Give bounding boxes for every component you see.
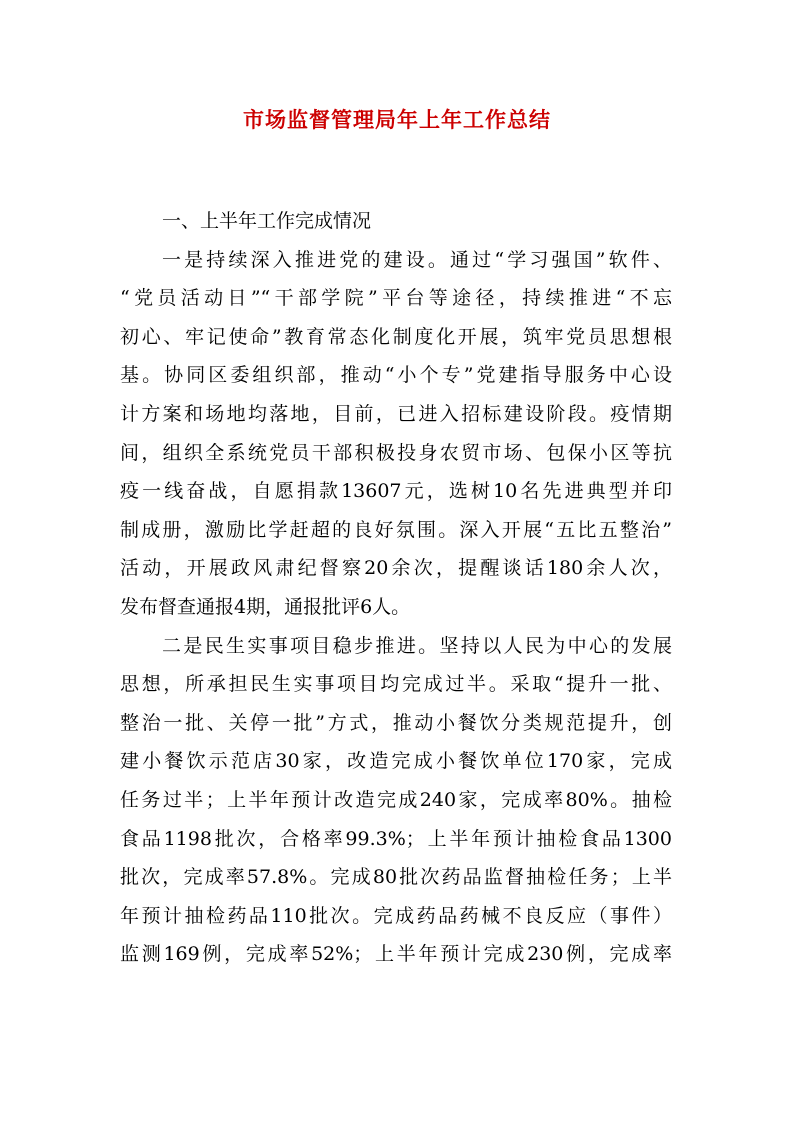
paragraph-line: 整治一批、关停一批”方式，推动小餐饮分类规范提升，创 xyxy=(120,711,672,734)
paragraph-line: 监测169例，完成率52%；上半年预计完成230例，完成率 xyxy=(120,943,672,966)
paragraph-line: 计方案和场地均落地，目前，已进入招标建设阶段。疫情期 xyxy=(120,402,672,425)
paragraph-line: 基。协同区委组织部，推动“小个专”党建指导服务中心设 xyxy=(120,364,672,387)
paragraph-line: 制成册，激励比学赶超的良好氛围。深入开展“五比五整治” xyxy=(120,518,672,541)
document-title: 市场监督管理局年上年工作总结 xyxy=(243,107,551,132)
paragraph-line: 年预计抽检药品110批次。完成药品药械不良反应（事件） xyxy=(120,904,672,927)
paragraph-line: 间，组织全系统党员干部积极投身农贸市场、包保小区等抗 xyxy=(120,441,672,464)
document-body xyxy=(120,202,672,974)
paragraph-line: 发布督查通报4期，通报批评6人。 xyxy=(120,595,411,618)
paragraph-line: 思想，所承担民生实事项目均完成过半。采取“提升一批、 xyxy=(120,673,672,696)
paragraph-line: 疫一线奋战，自愿捐款13607元，选树10名先进典型并印 xyxy=(120,480,672,503)
paragraph-line: 活动，开展政风肃纪督察20余次，提醒谈话180余人次， xyxy=(120,557,672,580)
paragraph-line: 一是持续深入推进党的建设。通过“学习强国”软件、 xyxy=(162,248,672,271)
paragraph-line: 二是民生实事项目稳步推进。坚持以人民为中心的发展 xyxy=(162,634,672,657)
paragraph-line: 食品1198批次，合格率99.3%；上半年预计抽检食品1300 xyxy=(120,827,672,850)
paragraph-1 xyxy=(120,241,672,627)
paragraph-line: 建小餐饮示范店30家，改造完成小餐饮单位170家，完成 xyxy=(120,750,672,773)
paragraph-2 xyxy=(120,627,672,974)
paragraph-line: “党员活动日”“干部学院”平台等途径，持续推进“不忘 xyxy=(120,287,672,310)
paragraph-line: 初心、牢记使命”教育常态化制度化开展，筑牢党员思想根 xyxy=(120,325,672,348)
paragraph-line: 批次，完成率57.8%。完成80批次药品监督抽检任务；上半 xyxy=(120,866,672,889)
paragraph-line: 任务过半；上半年预计改造完成240家，完成率80%。抽检 xyxy=(120,788,672,811)
section-heading: 一、上半年工作完成情况 xyxy=(162,210,372,232)
